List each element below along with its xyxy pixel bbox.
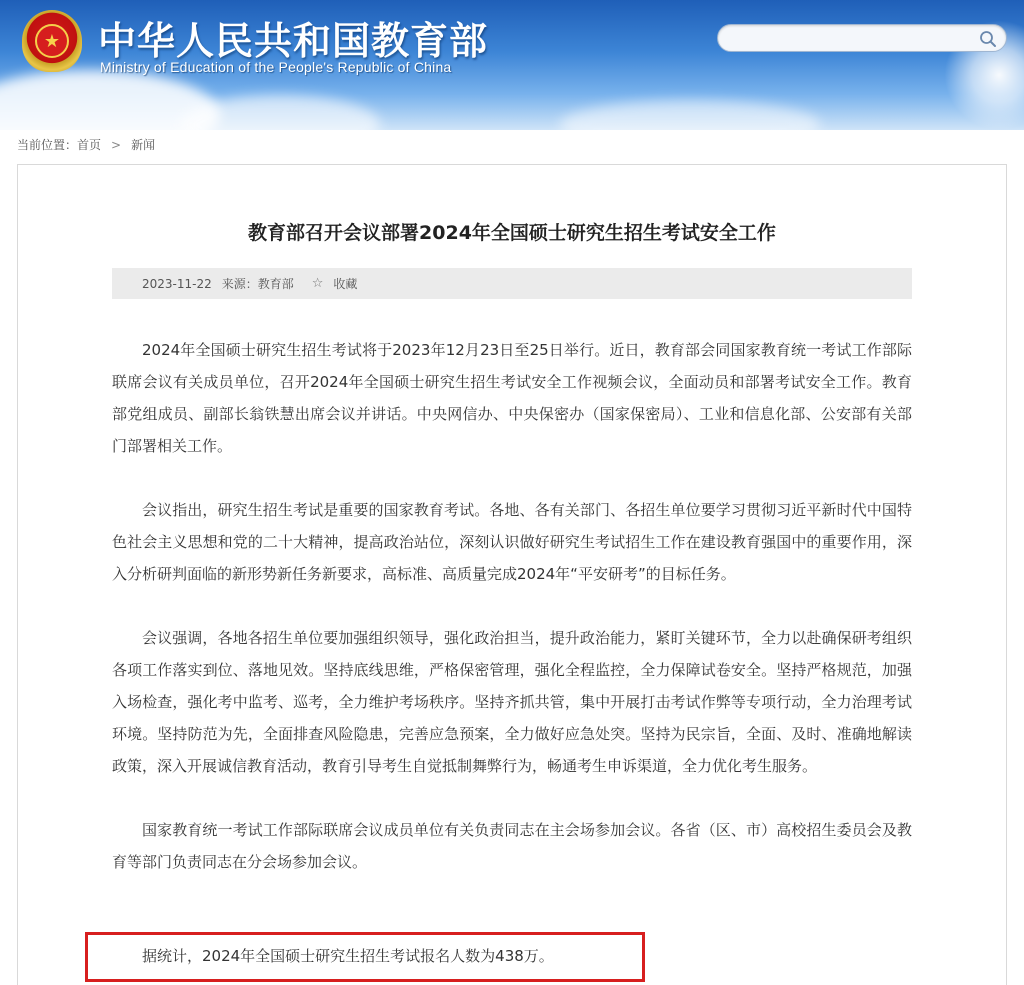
site-subtitle: Ministry of Education of the People's Republic of China	[100, 59, 452, 75]
search-input[interactable]	[730, 25, 980, 51]
article-paragraph: 2024年全国硕士研究生招生考试将于2023年12月23日至25日举行。近日，教育部会同国家教育统一考试工作部际联席会议有关成员单位，召开2024年全国硕士研究生招生考试安全工作视频会议，全面动员和部署考试安全工作。教育部党组成员、副部长翁铁慧出席会议并讲话。中央网信办、中央保密办（国家保密局）、工业和信息化部、公安部有关部门部署相关工作。	[112, 341, 912, 455]
header-cloud	[560, 100, 820, 130]
search-icon[interactable]	[978, 29, 998, 49]
emblem-star-icon: ★	[35, 24, 69, 58]
highlighted-paragraph: 据统计，2024年全国硕士研究生招生考试报名人数为438万。	[142, 947, 554, 965]
article-title: 教育部召开会议部署2024年全国硕士研究生招生考试安全工作	[248, 222, 776, 244]
search-box	[717, 24, 1007, 52]
site-title[interactable]: 中华人民共和国教育部	[98, 19, 489, 63]
star-icon: ☆	[311, 276, 324, 291]
article-date: 2023-11-22	[142, 276, 212, 291]
breadcrumb-prefix: 当前位置：	[17, 138, 78, 152]
breadcrumb	[17, 136, 155, 153]
favorite-button[interactable]	[312, 275, 368, 292]
article-source: 来源：教育部	[221, 277, 294, 291]
article-content	[112, 334, 912, 910]
breadcrumb-separator: >	[111, 137, 122, 152]
article-paragraph: 会议强调，各地各招生单位要加强组织领导，强化政治担当，提升政治能力，紧盯关键环节，全力以赴确保研考组织各项工作落实到位、落地见效。坚持底线思维，严格保密管理，强化全程监控，全力保障试卷安全。坚持严格规范，加强入场检查，强化考中监考、巡考，全力维护考场秩序。坚持齐抓共管，集中开展打击考试作弊等专项行动，全力治理考试环境。坚持防范为先，全面排查风险隐患，完善应急预案，全力做好应急处突。坚持为民宗旨，全面、及时、准确地解读政策，深入开展诚信教育活动，教育引导考生自觉抵制舞弊行为，畅通考生申诉渠道，全力优化考生服务。	[112, 629, 912, 775]
article-meta-bar	[112, 268, 912, 299]
article-paragraph: 国家教育统一考试工作部际联席会议成员单位有关负责同志在主会场参加会议。各省（区、市）高校招生委员会及教育等部门负责同志在分会场参加会议。	[112, 821, 912, 871]
breadcrumb-home-link[interactable]: 首页	[77, 138, 102, 152]
article-paragraph: 会议指出，研究生招生考试是重要的国家教育考试。各地、各有关部门、各招生单位要学习贯彻习近平新时代中国特色社会主义思想和党的二十大精神，提高政治站位，深刻认识做好研究生考试招生工作在建设教育强国中的重要作用，深入分析研判面临的新形势新任务新要求，高标准、高质量完成2024年“平安研考”的目标任务。	[112, 501, 912, 583]
national-emblem-icon[interactable]	[22, 10, 82, 72]
breadcrumb-current-link[interactable]: 新闻	[131, 138, 156, 152]
site-header	[0, 0, 1024, 130]
favorite-label: 收藏	[333, 277, 358, 291]
